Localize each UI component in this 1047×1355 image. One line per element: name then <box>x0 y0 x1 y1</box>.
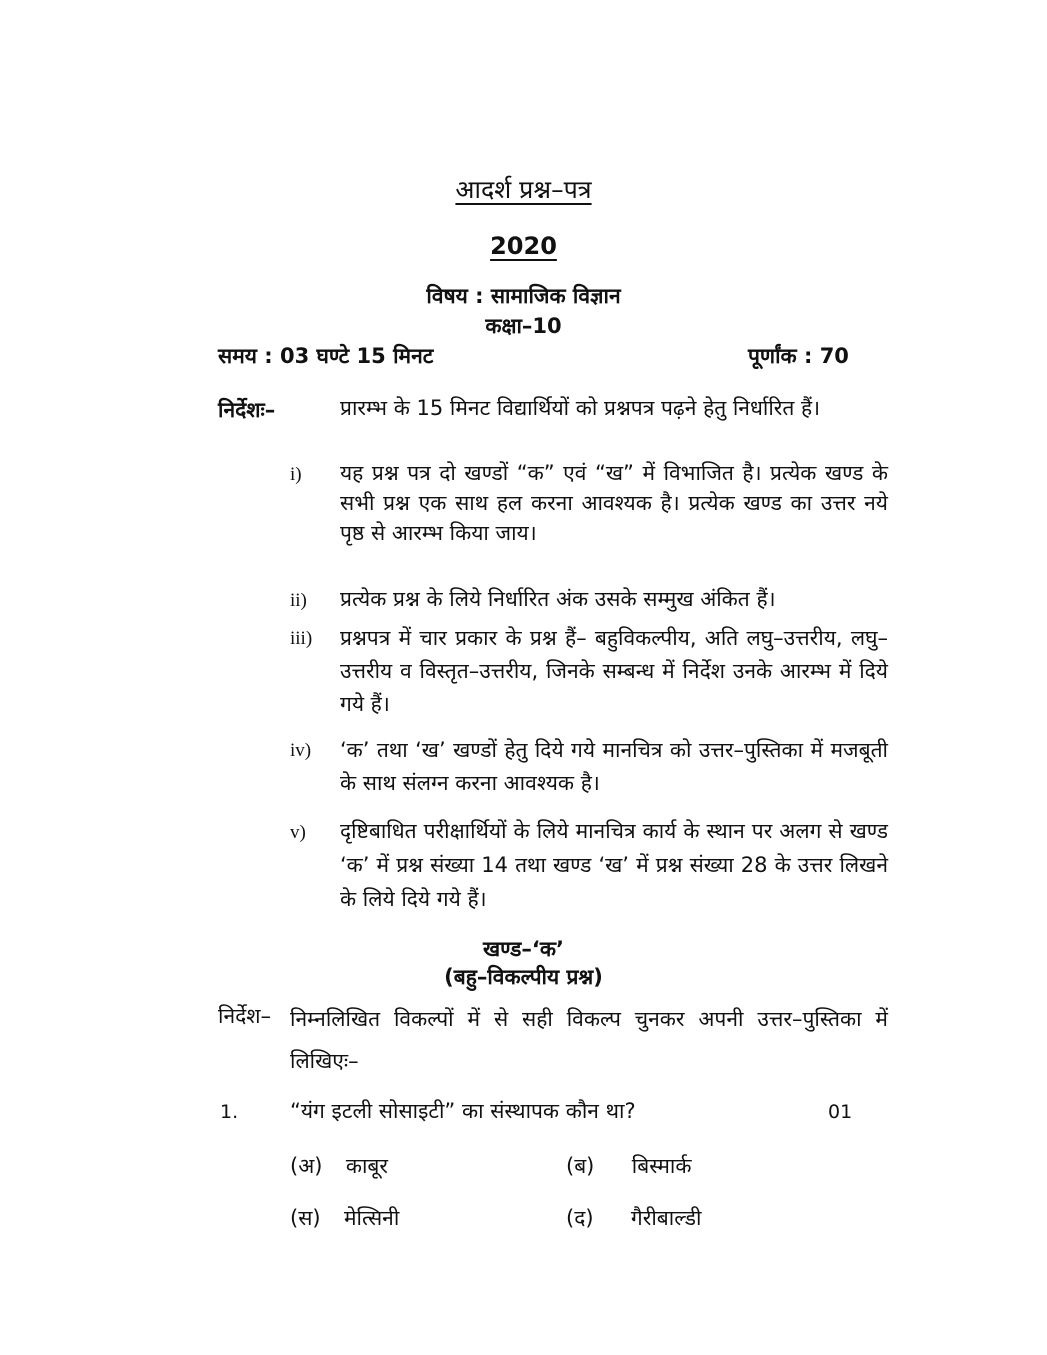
subject-heading: विषय : सामाजिक विज्ञान <box>426 284 621 308</box>
option-label: (ब) <box>566 1154 595 1178</box>
instruction-item: यह प्रश्न पत्र दो खण्डों “क” एवं “ख” में विभाजित है। प्रत्येक खण्ड के सभी प्रश्न एक साथ हल करना आवश्यक है। प्रत्येक खण्ड का उत्तर नये पृष्ठ से आरम्भ किया जाय। <box>340 461 888 545</box>
class-heading: कक्षा–10 <box>485 314 562 338</box>
option-label: (अ) <box>290 1154 323 1178</box>
instruction-item: दृष्टिबाधित परीक्षार्थियों के लिये मानचित्र कार्य के स्थान पर अलग से खण्ड ‘क’ में प्रश्न संख्या 14 तथा खण्ड ‘ख’ में प्रश्न संख्या 28 के उत्तर लिखने के लिये दिये गये हैं। <box>340 819 888 911</box>
instructions-intro: प्रारम्भ के 15 मिनट विद्यार्थियों को प्रश्नपत्र पढ़ने हेतु निर्धारित हैं। <box>340 396 821 420</box>
instruction-number: iii) <box>290 628 313 649</box>
instruction-number: i) <box>290 464 302 485</box>
instruction-number: ii) <box>290 590 307 611</box>
time-allowed: समय : 03 घण्टे 15 मिनट <box>218 344 434 368</box>
paper-year: 2020 <box>490 232 557 260</box>
section-title: खण्ड–‘क’ <box>483 937 564 961</box>
section-instruction-text: निम्नलिखित विकल्पों में से सही विकल्प चुनकर अपनी उत्तर–पुस्तिका में लिखिएः– <box>290 1007 888 1073</box>
instruction-item: ‘क’ तथा ‘ख’ खण्डों हेतु दिये गये मानचित्र को उत्तर–पुस्तिका में मजबूती के साथ संलग्न करना आवश्यक है। <box>340 738 888 795</box>
option-c <box>290 1204 399 1232</box>
instruction-item: प्रश्नपत्र में चार प्रकार के प्रश्न हैं– बहुविकल्पीय, अति लघु–उत्तरीय, लघु–उत्तरीय व विस्तृत–उत्तरीय, जिनके सम्बन्ध में निर्देश उनके आरम्भ में दिये गये हैं। <box>340 626 888 716</box>
section-instruction-label: निर्देश– <box>218 1004 272 1028</box>
option-text: काबूर <box>345 1154 388 1178</box>
question-text: “यंग इटली सोसाइटी” का संस्थापक कौन था? <box>290 1099 636 1123</box>
paper-title: आदर्श प्रश्न–पत्र <box>455 175 592 204</box>
option-d <box>566 1204 701 1232</box>
instruction-number: v) <box>290 822 306 843</box>
section-subtitle: (बहु–विकल्पीय प्रश्न) <box>444 965 603 989</box>
option-text: गैरीबाल्डी <box>630 1206 702 1230</box>
maximum-marks: पूर्णांक : 70 <box>748 344 849 368</box>
option-a <box>290 1152 388 1180</box>
option-label: (स) <box>290 1206 321 1230</box>
option-text: मेत्सिनी <box>343 1206 400 1230</box>
question-marks: 01 <box>828 1101 853 1123</box>
question-number: 1. <box>220 1101 239 1123</box>
option-text: बिस्मार्क <box>631 1154 692 1178</box>
instruction-item: प्रत्येक प्रश्न के लिये निर्धारित अंक उसके सम्मुख अंकित हैं। <box>340 587 776 611</box>
option-b <box>566 1152 692 1180</box>
instruction-number: iv) <box>290 740 312 761</box>
option-label: (द) <box>566 1206 594 1230</box>
instructions-label: निर्देशः– <box>218 398 276 422</box>
